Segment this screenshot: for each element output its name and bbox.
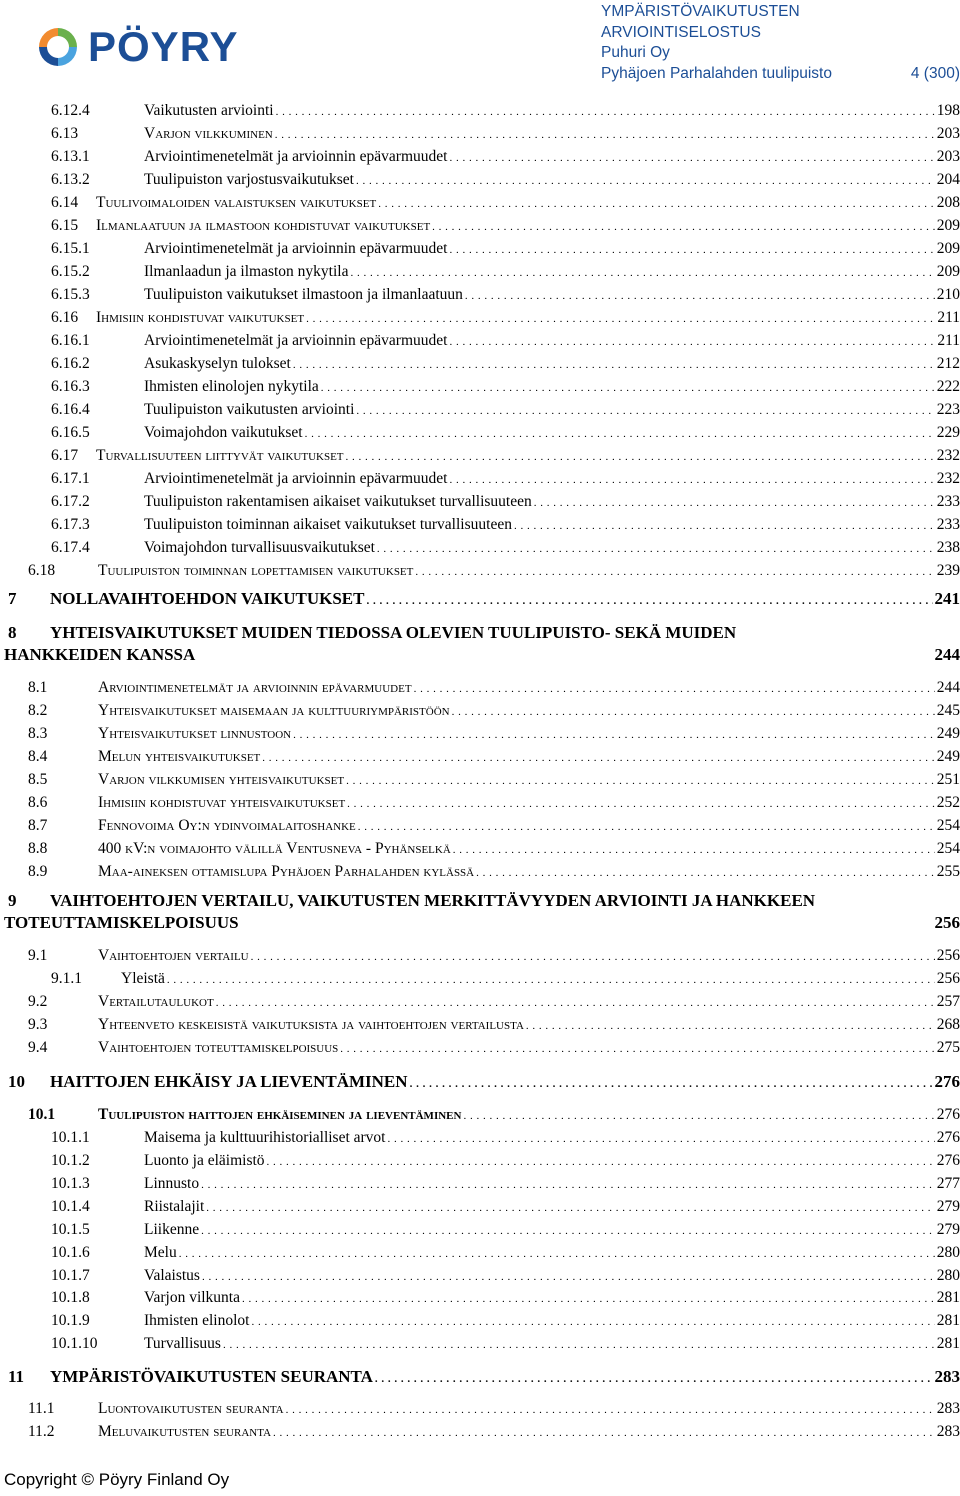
toc-chapter[interactable]: 7 NOLLAVAIHTOEHDON VAIKUTUKSET . . . 241 (8, 589, 960, 611)
toc-entry[interactable]: 8.4 Melun yhteisvaikutukset . . . 249 (28, 748, 960, 770)
toc-entry[interactable]: 6.17.3 Tuulipuiston toiminnan aikaiset vaikutukset turvallisuuteen . . . 233 (51, 516, 960, 538)
page-header (0, 0, 960, 95)
toc-entry[interactable]: 10.1.2 Luonto ja eläimistö . . . 276 (51, 1152, 960, 1174)
meta-doc-subtype: ARVIOINTISELOSTUS (601, 23, 761, 41)
toc-entry[interactable]: 11.2 Meluvaikutusten seuranta . . . 283 (28, 1423, 960, 1445)
toc-entry[interactable]: 10.1.10 Turvallisuus . . . 281 (51, 1335, 960, 1357)
toc-entry[interactable]: 9.3 Yhteenveto keskeisistä vaikutuksista ja vaihtoehtojen vertailusta . . . 268 (28, 1016, 960, 1038)
toc-entry[interactable]: 10.1.6 Melu . . . 280 (51, 1244, 960, 1266)
toc-entry[interactable]: 9.2 Vertailutaulukot . . . 257 (28, 993, 960, 1015)
toc-entry[interactable]: 6.16.4 Tuulipuiston vaikutusten arviointi . . . 223 (51, 401, 960, 423)
toc-entry[interactable]: 9.4 Vaihtoehtojen toteuttamiskelpoisuus . . . 275 (28, 1039, 960, 1061)
meta-client: Puhuri Oy (601, 44, 670, 61)
toc-entry[interactable]: 6.13 Varjon vilkkuminen . . . 203 (51, 125, 960, 147)
meta-project: Pyhäjoen Parhalahden tuulipuisto (601, 64, 832, 82)
toc-entry[interactable]: 6.17.1 Arviointimenetelmät ja arvioinnin epävarmuudet . . . 232 (51, 470, 960, 492)
toc-chapter[interactable]: 11 YMPÄRISTÖVAIKUTUSTEN SEURANTA . . . 283 (8, 1367, 960, 1389)
toc-chapter[interactable]: 10 HAITTOJEN EHKÄISY JA LIEVENTÄMINEN . . . 276 (8, 1072, 960, 1094)
toc-entry[interactable]: 6.16.3 Ihmisten elinolojen nykytila . . . 222 (51, 378, 960, 400)
toc-entry[interactable]: 6.15 Ilmanlaatuun ja ilmastoon kohdistuvat vaikutukset . . . 209 (51, 217, 960, 239)
toc-entry[interactable]: 6.16.5 Voimajohdon vaikutukset . . . 229 (51, 424, 960, 446)
toc-entry[interactable]: 6.17.2 Tuulipuiston rakentamisen aikaiset vaikutukset turvallisuuteen . . . 233 (51, 493, 960, 515)
toc-chapter[interactable]: 9 VAIHTOEHTOJEN VERTAILU, VAIKUTUSTEN MERKITTÄVYYDEN ARVIOINTI JA HANKKEEN TOTEUTTAMISKELPOISUUS 256 (4, 891, 960, 932)
toc-entry[interactable]: 8.9 Maa-aineksen ottamislupa Pyhäjoen Parhalahden kylässä . . . 255 (28, 863, 960, 885)
toc-entry[interactable]: 6.13.2 Tuulipuiston varjostusvaikutukset . . . 204 (51, 171, 960, 193)
toc-entry[interactable]: 6.14 Tuulivoimaloiden valaistuksen vaikutukset . . . 208 (51, 194, 960, 216)
poyry-logo (36, 20, 298, 74)
meta-doc-type: YMPÄRISTÖVAIKUTUSTEN (601, 3, 800, 20)
toc-entry[interactable]: 9.1.1 Yleistä . . . 256 (51, 970, 960, 992)
toc-entry[interactable]: 8.5 Varjon vilkkumisen yhteisvaikutukset . . . 251 (28, 771, 960, 793)
toc-entry[interactable]: 6.16.2 Asukaskyselyn tulokset . . . 212 (51, 355, 960, 377)
document-meta (601, 2, 960, 84)
toc-entry[interactable]: 6.15.3 Tuulipuiston vaikutukset ilmastoon ja ilmanlaatuun . . . 210 (51, 286, 960, 308)
toc-entry[interactable]: 6.16 Ihmisiin kohdistuvat vaikutukset . . . 211 (51, 309, 960, 331)
toc-entry[interactable]: 8.8 400 kV:n voimajohto välillä Ventusneva - Pyhänselkä . . . 254 (28, 840, 960, 862)
toc-entry[interactable]: 10.1.9 Ihmisten elinolot . . . 281 (51, 1312, 960, 1334)
toc-entry[interactable]: 6.17 Turvallisuuteen liittyvät vaikutukset . . . 232 (51, 447, 960, 469)
toc-entry[interactable]: 6.17.4 Voimajohdon turvallisuusvaikutukset . . . 238 (51, 539, 960, 561)
toc-entry[interactable]: 10.1.7 Valaistus . . . 280 (51, 1267, 960, 1289)
toc-entry[interactable]: 10.1.5 Liikenne . . . 279 (51, 1221, 960, 1243)
toc-entry[interactable]: 8.1 Arviointimenetelmät ja arvioinnin epävarmuudet . . . 244 (28, 679, 960, 701)
toc-entry[interactable]: 6.12.4 Vaikutusten arviointi . . . 198 (51, 102, 960, 124)
toc-entry[interactable]: 6.18 Tuulipuiston toiminnan lopettamisen vaikutukset . . . 239 (28, 562, 960, 584)
logo-wordmark: PÖYRY (88, 23, 239, 70)
toc-entry[interactable]: 10.1.4 Riistalajit . . . 279 (51, 1198, 960, 1220)
toc-entry[interactable]: 6.16.1 Arviointimenetelmät ja arvioinnin epävarmuudet . . . 211 (51, 332, 960, 354)
toc-entry[interactable]: 10.1.1 Maisema ja kulttuurihistorialliset arvot . . . 276 (51, 1129, 960, 1151)
toc-entry[interactable]: 8.6 Ihmisiin kohdistuvat yhteisvaikutukset . . . 252 (28, 794, 960, 816)
page-number: 4 (300) (910, 64, 960, 82)
toc-entry[interactable]: 10.1 Tuulipuiston haittojen ehkäiseminen ja lieventäminen . . . 276 (28, 1106, 960, 1128)
toc-entry[interactable]: 8.7 Fennovoima Oy:n ydinvoimalaitoshanke . . . 254 (28, 817, 960, 839)
toc-entry[interactable]: 6.13.1 Arviointimenetelmät ja arvioinnin epävarmuudet . . . 203 (51, 148, 960, 170)
page-footer-copyright: Copyright © Pöyry Finland Oy (4, 1470, 230, 1489)
toc-entry[interactable]: 8.3 Yhteisvaikutukset linnustoon . . . 249 (28, 725, 960, 747)
toc-entry[interactable]: 11.1 Luontovaikutusten seuranta . . . 283 (28, 1400, 960, 1422)
toc-entry[interactable]: 8.2 Yhteisvaikutukset maisemaan ja kulttuuriympäristöön . . . 245 (28, 702, 960, 724)
toc-entry[interactable]: 10.1.3 Linnusto . . . 277 (51, 1175, 960, 1197)
toc-entry[interactable]: 6.15.1 Arviointimenetelmät ja arvioinnin epävarmuudet . . . 209 (51, 240, 960, 262)
toc-chapter[interactable]: 8 YHTEISVAIKUTUKSET MUIDEN TIEDOSSA OLEVIEN TUULIPUISTO- SEKÄ MUIDEN HANKKEIDEN KANSSA 244 (4, 623, 960, 664)
toc-entry[interactable]: 10.1.8 Varjon vilkunta . . . 281 (51, 1289, 960, 1311)
toc-entry[interactable]: 6.15.2 Ilmanlaadun ja ilmaston nykytila . . . 209 (51, 263, 960, 285)
poyry-swirl-icon (36, 25, 80, 69)
toc-entry[interactable]: 9.1 Vaihtoehtojen vertailu . . . 256 (28, 947, 960, 969)
